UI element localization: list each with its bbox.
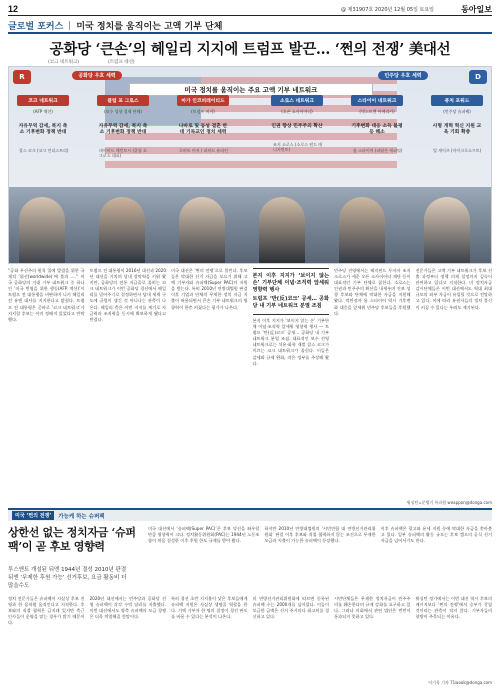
infographic [8, 66, 492, 264]
sub-story-deck: 투스앤트 개설된 뒤엔 1944년 결성 2010년 판결 뒤엔 ‘무제한 후원 가능’ 선거후보, 요금 활동비 더 많을수도 [8, 567, 127, 589]
section-title: 미국 정치를 움직이는 고액 기부 단체 [76, 22, 223, 32]
newspaper-name: 동아일보 [461, 4, 492, 14]
donor-portrait [339, 197, 385, 263]
network-column: 클럽 포 그로스 (보수 성향 경제 단체) 자유무역 감세, 복지 축소 기후변화 정책 반대 데이비드 매킨토시 (클럽 포 그로스 대표) [97, 95, 149, 158]
article-column-subhead [253, 268, 330, 498]
sub-story-upper [148, 526, 492, 596]
article-column: “공화 우선주의 원칙 입에 발림을 위한 국제적 ‘위선(worldwide)’에 불과 ….” 미국 공화당의 거대 기부 네트워크 중 하나인 ‘미국 번영을 위한 행동(AFP 액션)’이 트럼프 전 대통령을 비판하며 니키 헤일리 전 유엔 대사를 지지한다고 밝혔다. 트럼프 전 대통령은 곧바로 ‘코크 네트워크’가 지지할 후보는 이미 정해져 있었다고 반박했다. [8, 268, 85, 322]
donor-portrait [179, 197, 225, 263]
article-column: 워싱턴 정가에서는 이번 대선 역시 후보의 메시지보다 ‘쩐의 전쟁’에서 승부가 갈릴 것이라는 관측이 적지 않다. 기부자들의 향방이 주목되는 이유다. [415, 596, 492, 620]
donor-portrait [19, 197, 65, 263]
article-column: 2020년 대선에서는 민주당과 공화당 진영 슈퍼팩이 각각 수억 달러를 지출했다. 이번 대선에서도 양측 슈퍼팩의 모금 경쟁은 더욱 치열해질 전망이다. [89, 596, 166, 620]
reporter-byline: 워싱턴=문병기 특파원 weappon@donga.com [406, 500, 492, 505]
donor-portrait [259, 197, 305, 263]
group-label-rep: 공화당 우호 세력 [49, 71, 145, 80]
article-column: 시민단체들은 무제한 정치자금이 민주주의를 훼손한다며 규제 강화를 요구하고 있다. 그러나 의회에서 관련 법안은 번번이 통과되지 못하고 있다. [334, 596, 411, 620]
article-column: 미국 대선은 ‘쩐의 전쟁’으로 불린다. 후보들은 막대한 선거 자금을 모으기 위해 고액 기부자와 슈퍼팩(Super PAC)의 지원을 받는다. 특히 2010년 연방대법원 판결 이후 기업과 단체의 무제한 정치 자금 지출이 허용되면서 큰손 기부 네트워크의 영향력이 한층 커졌다는 평가가 나온다. [171, 268, 248, 310]
donor-portrait [424, 197, 470, 263]
sub-story [8, 526, 492, 686]
photo-caption-right: (트럼프 대선) [108, 60, 135, 65]
network-column: 코크 네트워크 (AFP 액션) 자유무역 감세, 복지 축소 기후변화 정책 반대 찰스 코크 (코크 인더스트리) [17, 95, 69, 153]
infographic-title: 미국 정치를 움직이는 주요 고액 기부 네트워크 [129, 83, 373, 96]
group-label-dem: 민주당 우호 세력 [355, 71, 451, 80]
section-bar [8, 19, 492, 34]
divider [69, 21, 70, 30]
article-column: 미국 대선에서 ‘슈퍼팩(Super PAC)’은 후보 당선을 좌우할 만큼 영향력이 크다. 정치활동위원회(PAC)는 1944년 노동조합이 처음 결성한 이후 후원 한도 규제를 받아 왔다. [148, 526, 260, 544]
article-body [8, 268, 492, 498]
article-column: 이후 슈퍼팩은 광고와 유세 지원 등에 막대한 자금을 쏟아붓고 있다. 일부 슈퍼팩의 활동 규모는 후보 캠프의 공식 선거 자금을 넘어서기도 한다. [380, 526, 492, 544]
related-story-bar [8, 508, 492, 521]
republican-icon: R [13, 70, 31, 84]
article-column: 하지만 2010년 연방대법원의 ‘시민연합 대 연방선거관리위원회’ 판결 이후 후보와 직접 협력하지 않는 조건으로 무제한 모금과 지출이 가능한 슈퍼팩이 등장했다. [264, 526, 376, 544]
page-number: 12 [8, 4, 19, 14]
sub-headline-2: 트럼프 ‘반(反)코크’ 공세… 공화당 내 기부 네트워크 분열 조짐 [252, 296, 329, 309]
article-column: 정치 전문가들은 슈퍼팩이 사실상 후보 진영과 한 몸처럼 움직인다고 지적한다. 후보와의 직접 협력은 금지돼 있지만 측근 인사들이 운영을 맡는 경우가 많기 때문이다. [8, 596, 85, 626]
article-column: 트럼프 전 대통령이 2016년 대선과 2020년 대선을 거치며 당내 장악력을 키워 왔지만, 공화당의 전통 자금줄로 꼽히는 코크 네트워크가 이번 공화당 경선에서 헤일리를 밀어주기로 결정하면서 당내 세력 구도에 균열이 생긴 것 아니냐는 관측이 나온다. 헤일리 측은 이번 지지를 계기로 자금력과 조직력을 동시에 확보하게 됐다고 반겼다. [89, 268, 166, 322]
article-column: 미 연방선거관리위원회에 따르면 등록된 슈퍼팩 수는 2000개를 넘어섰다. 이들이 모금한 금액은 선거 주기마다 최고치를 경신하고 있다. [252, 596, 329, 620]
article-column: 특히 경선 초반 지지율이 낮은 후보들에게 슈퍼팩 지원은 사실상 생명줄 역할을 한다. 거액 기부자 한 명의 결정이 경선 판도를 바꿀 수 있다는 분석이 나온다. [171, 596, 248, 620]
donor-portrait [99, 197, 145, 263]
democrat-icon: D [469, 70, 487, 84]
network-column: 스타이어 네트워크 (넥스트젠 아메리카) 기후변화 대응 소득 불평등 해소 톰 스타이어 (파랄론 캐피털) [351, 95, 403, 153]
network-column: 퓨처 포워드 (민주당 슈퍼팩) 사형 개혁 혁신 지원 교육 기회 확충 빌 게이츠 (마이크로소프트) [431, 95, 483, 153]
masthead [8, 4, 492, 16]
issue-date: @ 제31907호 2020년 12월 05일 토요일 [341, 7, 434, 13]
donor-photo-strip [9, 187, 491, 263]
article-column: 전문가들은 고액 기부 네트워크가 후보 선출 과정부터 정책 의제 설정까지 깊숙이 관여하고 있다고 지적한다. 미 정치자금 감시단체들은 이번 대선에서도 역대 최대 규모의 외부 자금이 유입될 것으로 전망하고 있다. 이에 따라 유권자들의 정치 불신이 커질 수 있다는 우려도 제기된다. [415, 268, 492, 310]
network-column: 소로스 네트워크 (오픈 소사이어티) 인권 향상 민주주의 확산 조지 소로스 (소로스 펀드 매니지먼트) [271, 95, 323, 152]
sub-story-lower [8, 596, 492, 686]
sub-story-byline: 이기욱 기자 71wook@donga.com [428, 680, 492, 685]
main-headline: 공화당 ‘큰손’의 헤일리 지지에 트럼프 발끈… ‘쩐의 전쟁’ 美대선 [49, 41, 451, 58]
related-text: 가능케 하는 슈퍼팩 [58, 513, 105, 520]
sub-headline: 본지 이후 지지가 ‘보이지 않는 손’ 기부단체 이념·조직력 앞세워 영향력 행사 [252, 273, 329, 293]
section-kicker: 글로벌 포커스 [8, 22, 64, 32]
article-column: 민주당 진영에서는 헤지펀드 투자자 조지 소로스가 세운 오픈 소사이어티 재단 등이 대표적인 기부 단체로 꼽힌다. 소로스는 인권과 민주주의 확산을 내세우며 진보 성향 후보와 단체에 막대한 자금을 지원해 왔다. 억만장자 톰 스타이어 역시 기후변화 대응을 앞세워 민주당 후보들을 후원했다. [334, 268, 411, 316]
article-column: 본지 이후 지지가 ‘보이지 않는 손’ 기부단체 이념·조직력 앞세워 영향력 행사 — 트럼프 ‘반(反)코크’ 공세… 공화당 내 기부 네트워크 분열 조짐. 대표적인 보수 진영 네트워크로는 석유·화학 재벌 찰스 코크가 이끄는 코크 네트워크가 꼽힌다. 이들은 감세와 규제 완화, 작은 정부를 주장해 왔다. [252, 318, 329, 366]
network-column: 마가 인코퍼레이티드 (트럼프 지지) 나바로 및 동성 결혼 반대 기독교인 정치 세력 로버트 머서 / 리처드 유라인 [177, 95, 229, 153]
related-badge: 미국 ‘쩐의 전쟁’ [12, 511, 54, 520]
sub-story-headline: 상한선 없는 정치자금 ‘슈퍼팩’이 곧 후보 영향력 [8, 526, 136, 553]
photo-caption-left: (코크 네트워크) [48, 60, 80, 65]
